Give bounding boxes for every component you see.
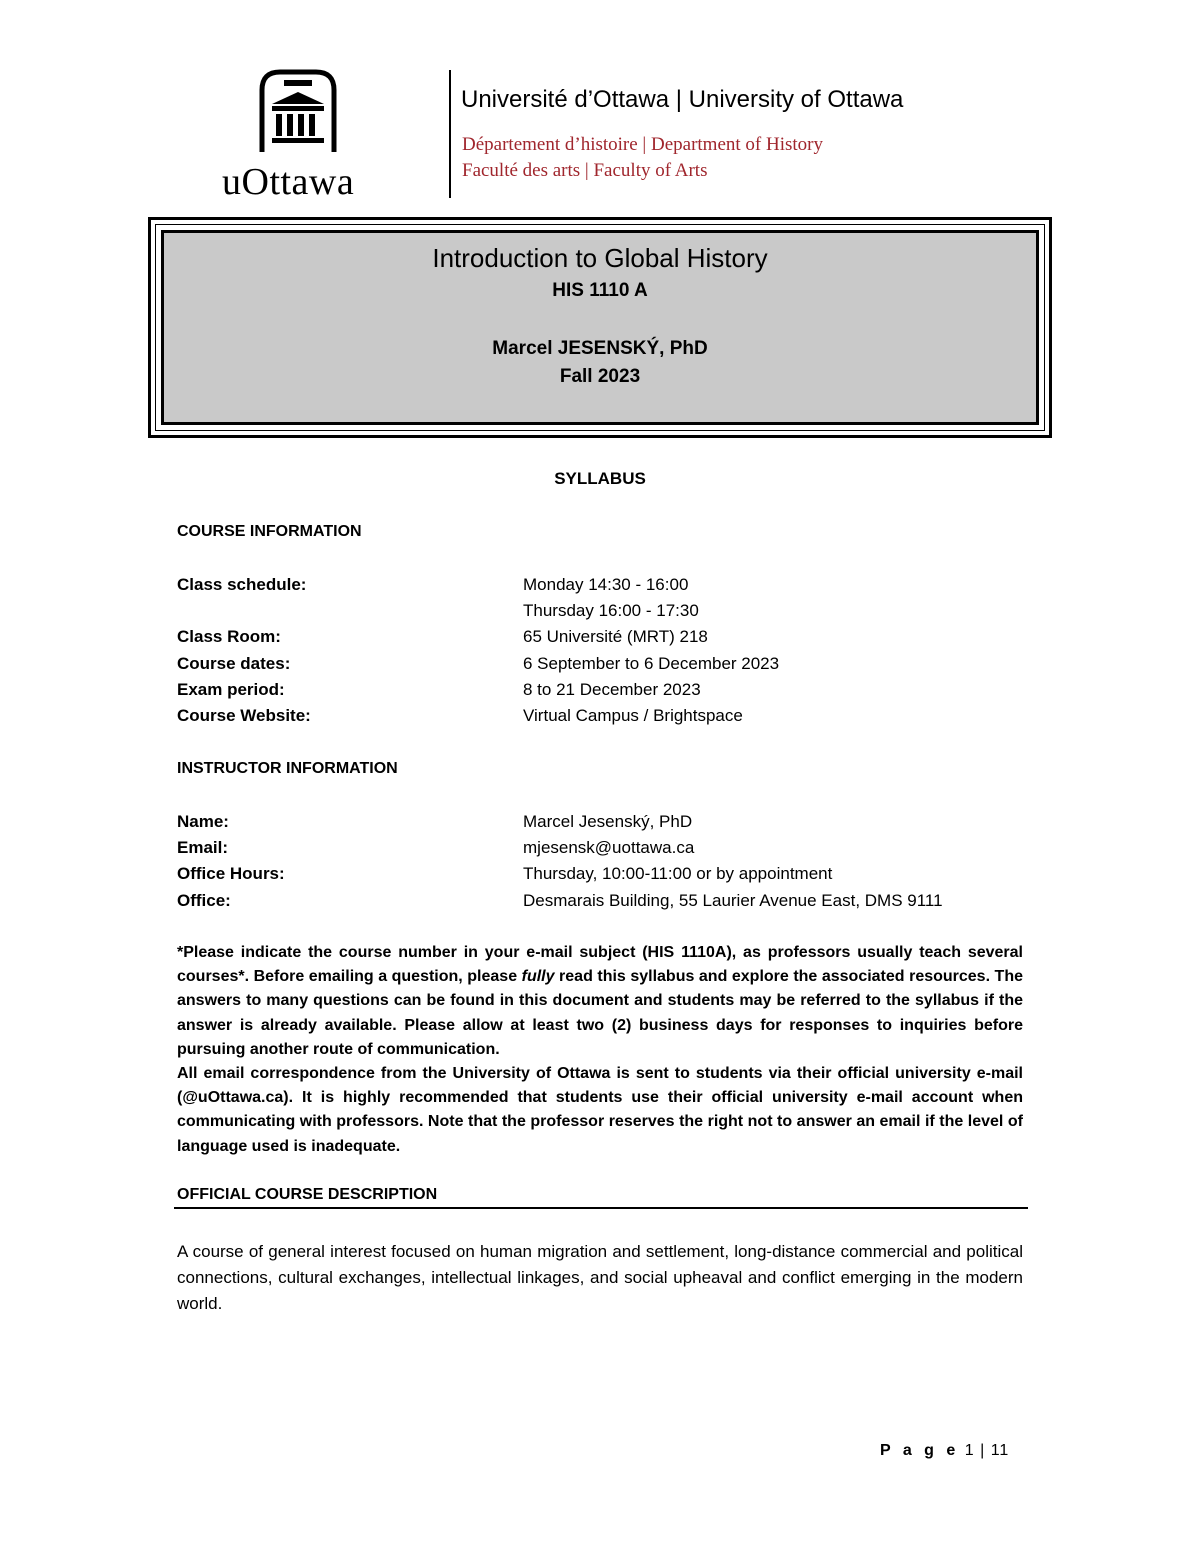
notice-text-end: read this syllabus and explore the associated resources. The answers to many questions can be found in this document and students may be referred to the syllabus if the answer is already available. Please allow at least two (2) business days for responses to inquiries before pursuing another route of communication.	[177, 968, 1024, 1058]
office-value: Desmarais Building, 55 Laurier Avenue East, DMS 9111	[523, 891, 943, 910]
course-code: HIS 1110 A	[552, 280, 648, 301]
email-notice-paragraph-1	[177, 941, 1023, 1062]
course-info-heading: COURSE INFORMATION	[177, 523, 362, 540]
faculty-name: Faculté des arts | Faculty of Arts	[462, 160, 708, 181]
email-notice-paragraph-2: All email correspondence from the University of Ottawa is sent to students via their official university e-mail (@uOttawa.ca). It is highly recommended that students use their official university e-mail account when communicating with professors. Note that the professor reserves the right not to answer an email if the level of language used is inadequate.	[177, 1065, 1023, 1155]
course-website-value: Virtual Campus / Brightspace	[523, 706, 743, 725]
class-room-label: Class Room:	[177, 627, 281, 646]
department-name: Département d’histoire | Department of History	[462, 134, 823, 155]
instructor-info-heading: INSTRUCTOR INFORMATION	[177, 760, 398, 777]
course-website-label: Course Website:	[177, 706, 311, 725]
notice-emphasis: fully	[521, 968, 555, 986]
email-notice	[177, 941, 1023, 1159]
university-name: Université d’Ottawa | University of Ottawa	[461, 86, 904, 113]
name-value: Marcel Jesenský, PhD	[523, 812, 693, 831]
course-title: Introduction to Global History	[432, 243, 768, 273]
page-number	[880, 1442, 1009, 1460]
notice-text-start: *Please indicate the course number in your e-mail subject (HIS 1110A), as professors usually teach several courses*. Before emailing a question, please	[177, 944, 1023, 986]
office-hours-label: Office Hours:	[177, 864, 285, 883]
course-description-text: A course of general interest focused on human migration and settlement, long-distance commercial and political connections, cultural exchanges, intellectual linkages, and social upheaval and conflict emerging in the modern world.	[177, 1242, 1023, 1313]
syllabus-heading: SYLLABUS	[554, 469, 646, 488]
uottawa-building-logo-icon	[258, 68, 338, 154]
uottawa-wordmark: uOttawa	[222, 161, 355, 203]
name-label: Name:	[177, 812, 229, 831]
course-dates-value: 6 September to 6 December 2023	[523, 654, 780, 673]
course-description-heading: OFFICIAL COURSE DESCRIPTION	[177, 1186, 438, 1203]
instructor-name-title: Marcel JESENSKÝ, PhD	[492, 338, 708, 359]
course-dates-label: Course dates:	[177, 654, 291, 673]
class-schedule-value-2: Thursday 16:00 - 17:30	[523, 601, 699, 620]
office-hours-value: Thursday, 10:00-11:00 or by appointment	[523, 864, 833, 883]
email-value: mjesensk@uottawa.ca	[523, 838, 695, 857]
class-room-value: 65 Université (MRT) 218	[523, 627, 708, 646]
page-count: 1 | 11	[964, 1442, 1010, 1459]
class-schedule-label: Class schedule:	[177, 575, 307, 594]
office-label: Office:	[177, 891, 231, 910]
page-word: P a g e	[880, 1442, 960, 1459]
header-divider	[449, 70, 451, 198]
exam-period-value: 8 to 21 December 2023	[523, 680, 701, 699]
class-schedule-value-1: Monday 14:30 - 16:00	[523, 575, 689, 594]
exam-period-label: Exam period:	[177, 680, 285, 699]
email-label: Email:	[177, 838, 229, 857]
section-rule	[174, 1207, 1028, 1209]
department-block	[462, 132, 823, 184]
course-term: Fall 2023	[559, 366, 641, 387]
